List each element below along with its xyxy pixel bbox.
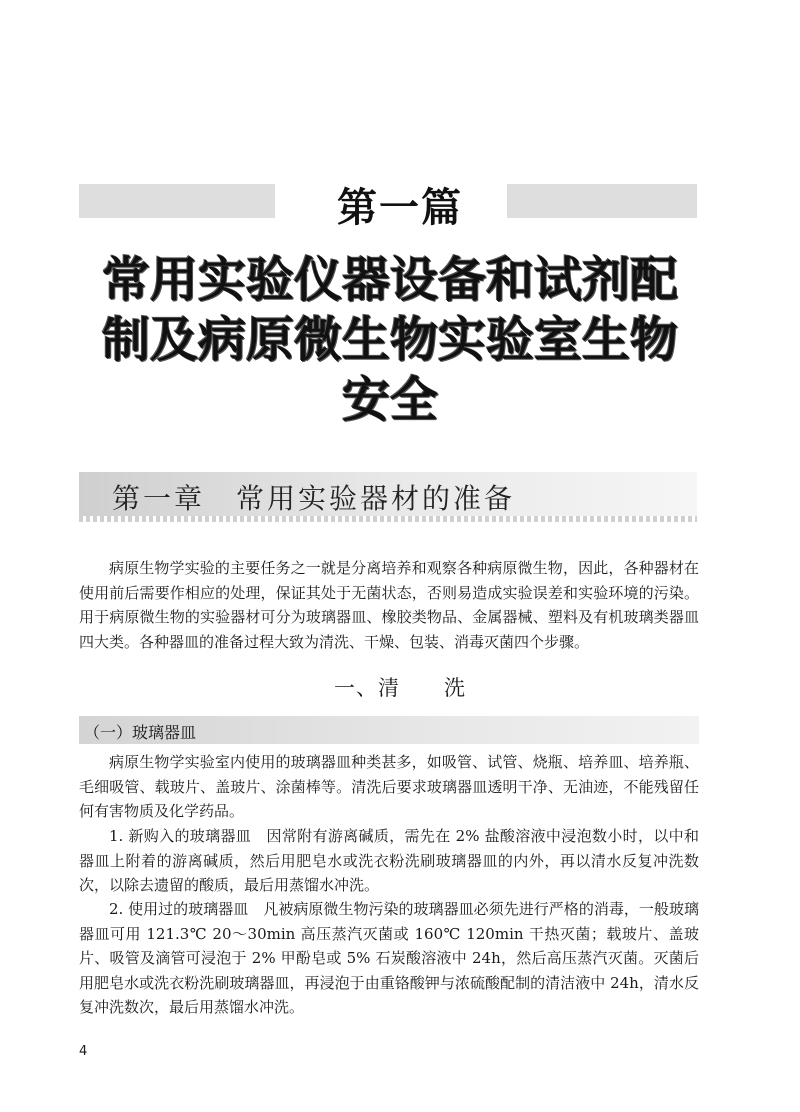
subsection-title: （一）玻璃器皿 xyxy=(84,723,197,742)
chapter-divider xyxy=(79,516,697,522)
intro-paragraph: 病原生物学实验的主要任务之一就是分离培养和观察各种病原微生物，因此，各种器材在使用前后需要作相应的处理，保证其处于无菌状态，否则易造成实验误差和实验环境的污染。用于病原微生物的实验器材可分为玻璃器皿、橡胶类物品、金属器械、塑料及有机玻璃类器皿四大类。各种器皿的准备过程大致为清洗、干燥、包装、消毒灭菌四个步骤。 xyxy=(79,559,699,651)
body-paragraph: 2. 使用过的玻璃器皿 凡被病原微生物污染的玻璃器皿必须先进行严格的消毒，一般玻璃器皿可用 121.3℃ 20～30min 高压蒸汽灭菌或 160℃ 120min 干热灭菌；载玻片、盖玻片、吸管及滴管可浸泡于 2% 甲酚皂或 5% 石炭酸溶液中 24h，然后高压蒸汽灭菌。灭菌后用肥皂水或洗衣粉洗刷玻璃器皿，再浸泡于由重铬酸钾与浓硫酸配制的清洁液中 24h，清水反复冲洗数次，最后用蒸馏水冲洗。 xyxy=(79,900,699,1016)
page-number: 4 xyxy=(79,1044,88,1059)
book-title-line: 制及病原微生物实验室生物 xyxy=(101,312,678,368)
chapter-title: 第一章 常用实验器材的准备 xyxy=(112,482,516,515)
part-title: 第一篇 xyxy=(337,185,463,231)
body-paragraph: 病原生物学实验室内使用的玻璃器皿种类甚多，如吸管、试管、烧瓶、培养皿、培养瓶、毛细吸管、载玻片、盖玻片、涂菌棒等。清洗后要求玻璃器皿透明干净、无油迹，不能残留任何有害物质及化学药品。 xyxy=(79,753,699,820)
book-title-line: 常用实验仪器设备和试剂配 xyxy=(101,252,678,308)
section-heading: 一、清 洗 xyxy=(334,676,466,700)
body-paragraph: 1. 新购入的玻璃器皿 因常附有游离碱质，需先在 2% 盐酸溶液中浸泡数小时，以中和器皿上附着的游离碱质，然后用肥皂水或洗衣粉洗刷玻璃器皿的内外，再以清水反复冲洗数次，以除去遗留的酸质，最后用蒸馏水冲洗。 xyxy=(79,827,699,894)
book-title-line: 安全 xyxy=(341,372,438,428)
book-title xyxy=(80,250,700,430)
